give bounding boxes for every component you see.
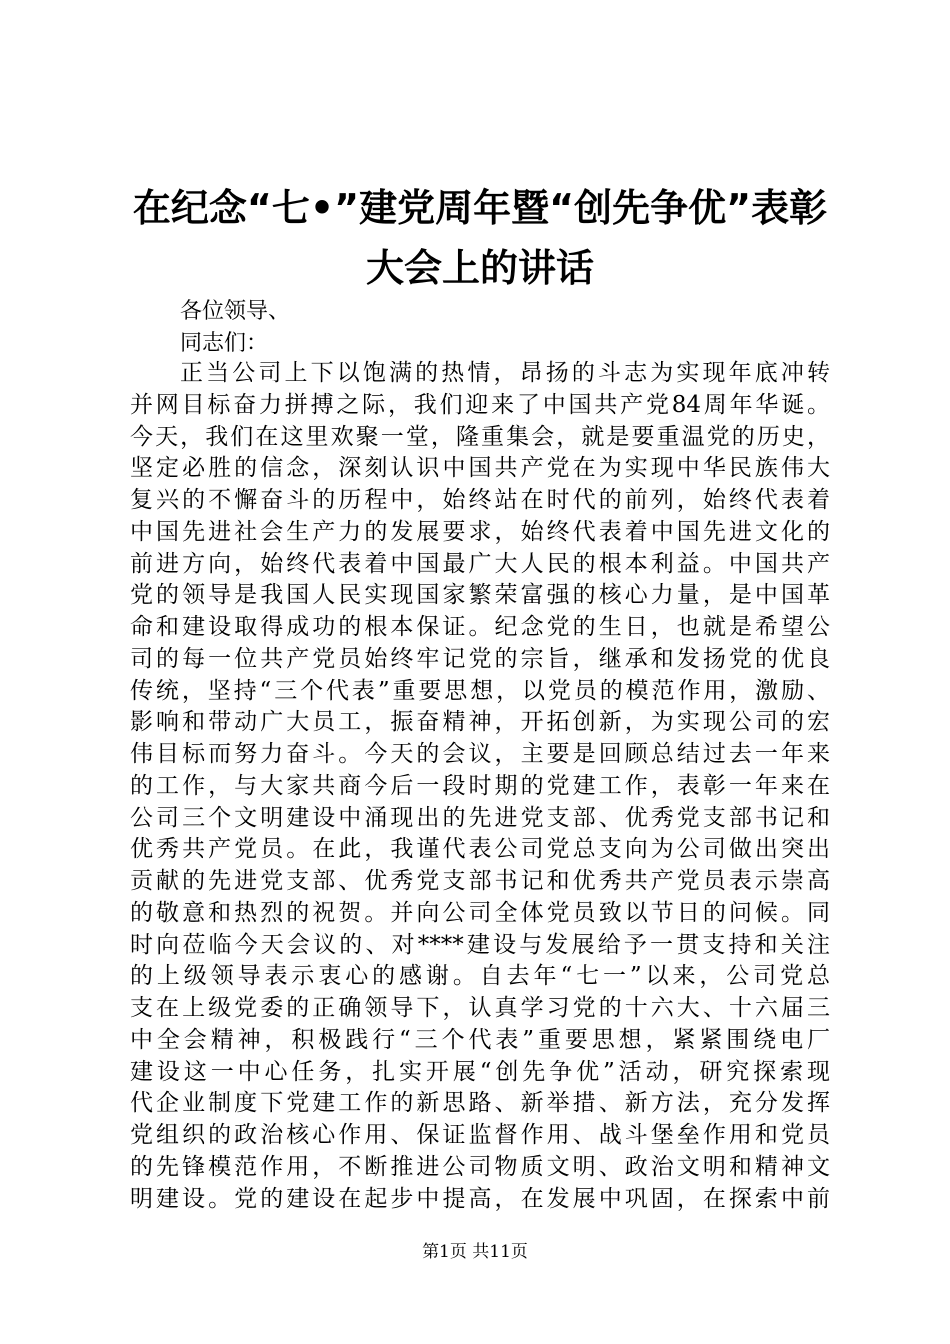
body-text-line: 今天，我们在这里欢聚一堂，隆重集会，就是要重温党的历史， [130,423,830,450]
page-number-footer: 第1页 共11页 [422,1242,528,1262]
body-text-line: 中国先进社会生产力的发展要求，始终代表着中国先进文化的 [130,518,830,545]
document-title-line-2: 大会上的讲话 [365,246,594,290]
body-text-line: 正当公司上下以饱满的热情，昂扬的斗志为实现年底冲转 [180,360,830,386]
body-text-line: 前进方向，始终代表着中国最广大人民的根本利益。中国共产 [130,550,830,577]
body-text-line: 的先锋模范作用，不断推进公司物质文明、政治文明和精神文 [130,1153,830,1180]
body-text-line: 支在上级党委的正确领导下，认真学习党的十六大、十六届三 [130,995,830,1021]
body-text-line: 伟目标而努力奋斗。今天的会议，主要是回顾总结过去一年来 [130,741,830,767]
body-text-line: 中全会精神，积极践行“三个代表”重要思想，紧紧围绕电厂 [130,1026,830,1053]
document-title-line-1: 在纪念“七•”建党周年暨“创先争优”表彰 [132,186,828,230]
body-text-line: 代企业制度下党建工作的新思路、新举措、新方法，充分发挥 [130,1090,830,1117]
body-text-line: 影响和带动广大员工，振奋精神，开拓创新，为实现公司的宏 [130,709,830,736]
body-text-line: 司的每一位共产党员始终牢记党的宗旨，继承和发扬党的优良 [130,645,830,672]
body-text-line: 传统，坚持“三个代表”重要思想，以党员的模范作用，激励、 [130,677,830,704]
body-text-line: 并网目标奋力拼搏之际，我们迎来了中国共产党84周年华诞。 [130,391,830,418]
body-text-line: 明建设。党的建设在起步中提高，在发展中巩固，在探索中前 [130,1185,830,1212]
body-text-line: 的工作，与大家共商今后一段时期的党建工作，表彰一年来在 [130,772,830,799]
body-text-line: 建设这一中心任务，扎实开展“创先争优”活动，研究探索现 [130,1058,830,1085]
body-text-line: 复兴的不懈奋斗的历程中，始终站在时代的前列，始终代表着 [130,487,830,513]
body-text-line: 公司三个文明建设中涌现出的先进党支部、优秀党支部书记和 [130,804,830,831]
body-text-line: 时向莅临今天会议的、对****建设与发展给予一贯支持和关注 [130,931,830,958]
body-text-line: 坚定必胜的信念，深刻认识中国共产党在为实现中华民族伟大 [130,455,830,482]
body-text-line: 的敬意和热烈的祝贺。并向公司全体党员致以节日的问候。同 [130,899,830,926]
salutation-line-1: 各位领导、 [180,299,291,324]
salutation-line-2: 同志们： [180,331,269,356]
body-text-line: 命和建设取得成功的根本保证。纪念党的生日，也就是希望公 [130,614,830,640]
body-text-line: 贡献的先进党支部、优秀党支部书记和优秀共产党员表示崇高 [130,868,830,894]
body-text-line: 党组织的政治核心作用、保证监督作用、战斗堡垒作用和党员 [130,1122,830,1148]
body-text-line: 党的领导是我国人民实现国家繁荣富强的核心力量，是中国革 [130,582,830,609]
body-text-line: 的上级领导表示衷心的感谢。自去年“七一”以来，公司党总 [130,963,830,990]
body-text-line: 优秀共产党员。在此，我谨代表公司党总支向为公司做出突出 [130,836,830,863]
body-paragraph [130,358,830,1215]
